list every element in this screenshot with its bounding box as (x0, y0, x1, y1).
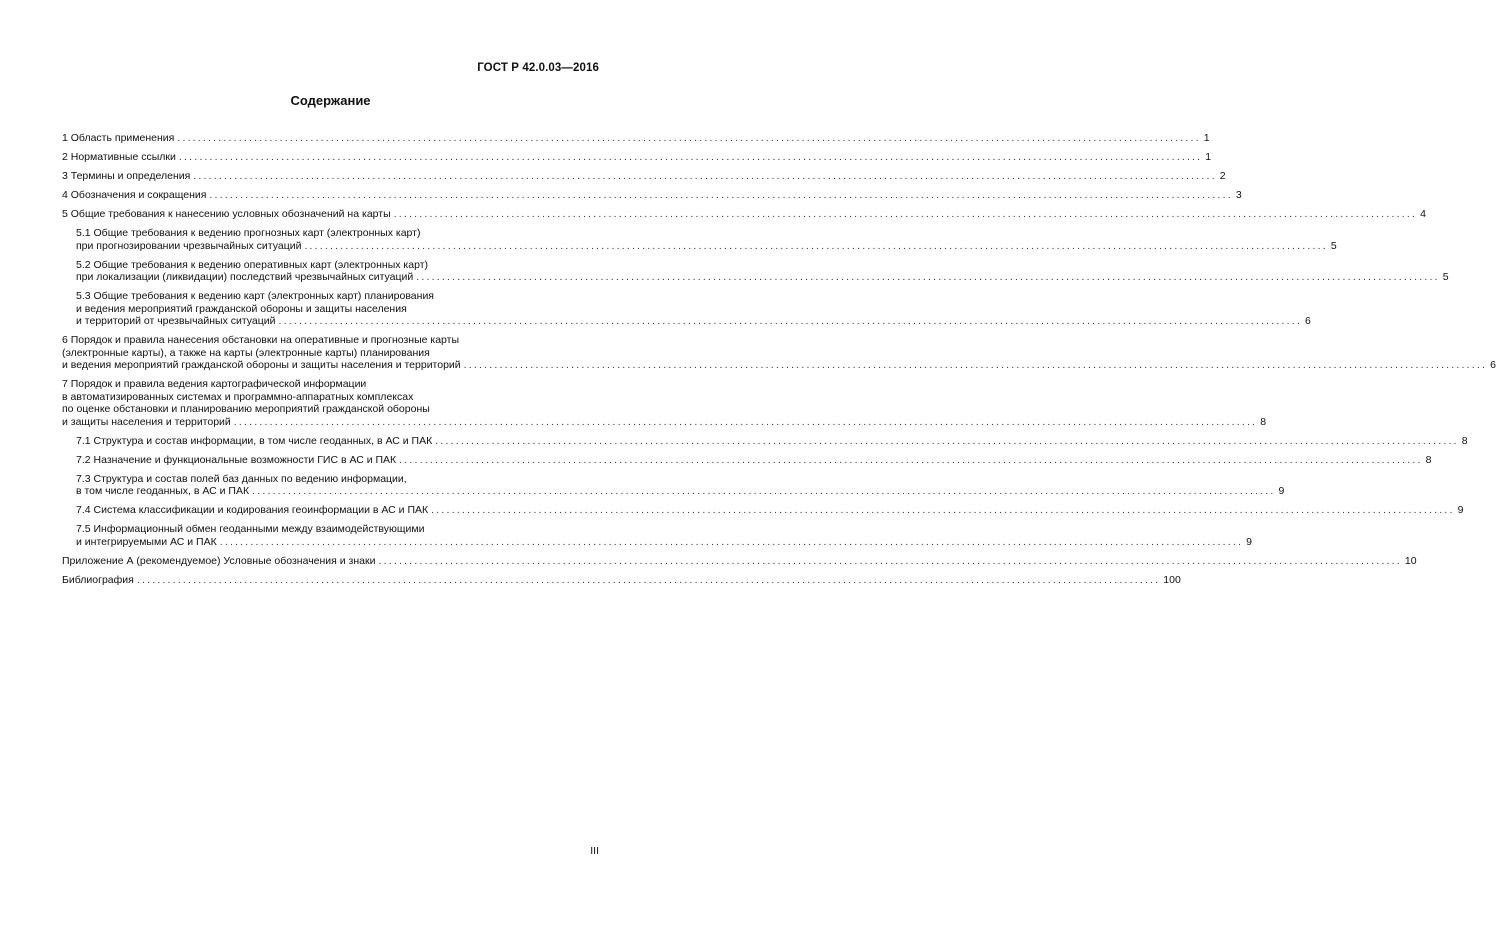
toc-entry[interactable] (76, 523, 1252, 548)
toc-entry-text-line: 2 Нормативные ссылки (62, 151, 176, 163)
toc-entry-row (62, 189, 1242, 202)
toc-entry-row (62, 359, 1496, 372)
page-title: Содержание (290, 93, 371, 108)
toc-entry[interactable] (76, 453, 1432, 467)
dot-leader: ........................................................................................................................................................................................................ (278, 315, 1302, 327)
toc-entry-text-line: и ведения мероприятий гражданской обороны и защиты населения (76, 302, 407, 315)
toc-entry-page[interactable]: 8 (1425, 453, 1432, 466)
toc-entry-text-line: 7.4 Система классификации и кодирования геоинформации в АС и ПАК (76, 504, 429, 516)
toc-entry-text-line: 7.2 Назначение и функциональные возможности ГИС в АС и ПАК (76, 453, 397, 466)
toc-entry[interactable] (62, 170, 1226, 183)
toc-entry-text-line: 4 Обозначения и сокращения (62, 189, 207, 201)
page-number: III (590, 845, 599, 857)
toc-entry-row (76, 434, 1468, 448)
toc-entry-text-line: 5.2 Общие требования к ведению оперативных карт (электронных карт) (76, 258, 429, 271)
toc-entry-page[interactable]: 9 (1278, 485, 1285, 497)
toc-entry-text-line: 5 Общие требования к нанесению условных обозначений на карты (62, 208, 391, 220)
dot-leader: ........................................................................................................................................................................................................ (435, 434, 1459, 447)
toc-entry-text-line: в автоматизированных системах и программно-аппаратных комплексах (62, 390, 414, 403)
toc-entry-page[interactable]: 9 (1457, 504, 1464, 516)
dot-leader: ........................................................................................................................................................................................................ (178, 151, 1203, 163)
toc-entry-row (76, 504, 1464, 517)
toc-entry-text-line: и интегрируемыми АС и ПАК (76, 535, 217, 548)
toc-entry[interactable] (76, 258, 1449, 284)
toc-entry[interactable] (62, 189, 1242, 202)
toc-entry-text-line: 7.3 Структура и состав полей баз данных по ведению информации, (76, 472, 407, 485)
toc-entry-row (76, 535, 1252, 549)
dot-leader: ........................................................................................................................................................................................................ (431, 504, 1455, 516)
dot-leader: ........................................................................................................................................................................................................ (193, 170, 1217, 182)
dot-leader: ........................................................................................................................................................................................................ (177, 132, 1201, 144)
toc-entry-text-line: Библиография (62, 573, 134, 586)
toc-entry-text-line: при прогнозировании чрезвычайных ситуаций (76, 239, 302, 252)
toc-entry[interactable] (62, 573, 1181, 587)
toc-entry-text-line: 7 Порядок и правила ведения картографической информации (62, 378, 367, 390)
toc-entry[interactable] (62, 554, 1417, 568)
toc-entry-page[interactable]: 1 (1205, 151, 1212, 163)
toc-entry-row (76, 453, 1432, 467)
dot-leader: ........................................................................................................................................................................................................ (252, 485, 1276, 497)
toc-entry[interactable] (62, 334, 1496, 372)
toc-entry-row (62, 554, 1417, 568)
toc-entry-page[interactable]: 5 (1330, 239, 1337, 252)
toc-entry-text-line: в том числе геоданных, в АС и ПАК (76, 485, 250, 497)
dot-leader: ........................................................................................................................................................................................................ (209, 189, 1233, 201)
toc-entry-row (62, 151, 1212, 164)
dot-leader: ........................................................................................................................................................................................................ (393, 208, 1418, 220)
toc-entry-text-line: 1 Область применения (62, 132, 175, 144)
toc-entry-page[interactable]: 5 (1442, 271, 1449, 283)
toc-entry-text-line: по оценке обстановки и планированию мероприятий гражданской обороны (62, 403, 430, 415)
toc-entry[interactable] (62, 132, 1210, 145)
toc-entry-page[interactable]: 9 (1246, 535, 1252, 548)
toc-entry-page[interactable]: 100 (1163, 573, 1181, 586)
toc-entry-row (62, 573, 1181, 587)
document-standard-id: ГОСТ Р 42.0.03—2016 (477, 62, 599, 74)
dot-leader: ........................................................................................................................................................................................................ (304, 239, 1328, 252)
toc-entry-row (76, 315, 1311, 328)
dot-leader: ........................................................................................................................................................................................................ (136, 573, 1161, 586)
toc-entry-text-line: и защиты населения и территорий (62, 415, 231, 428)
toc-entry-page[interactable]: 2 (1219, 170, 1226, 182)
toc-entry-row (62, 415, 1267, 429)
toc-entry[interactable] (76, 504, 1464, 517)
dot-leader: ........................................................................................................................................................................................................ (399, 453, 1423, 466)
toc-entry-text-line: (электронные карты), а также на карты (электронные карты) планирования (62, 346, 430, 359)
table-of-contents (62, 132, 1496, 593)
toc-entry-text-line: Приложение А (рекомендуемое) Условные обозначения и знаки (62, 554, 376, 567)
toc-entry-text-line: при локализации (ликвидации) последствий чрезвычайных ситуаций (76, 271, 414, 283)
toc-entry-page[interactable]: 8 (1461, 434, 1468, 447)
toc-entry-row (62, 208, 1426, 221)
toc-entry-text-line: и ведения мероприятий гражданской обороны и защиты населения и территорий (62, 359, 461, 371)
toc-entry-row (62, 170, 1226, 183)
toc-entry-row (76, 485, 1285, 498)
toc-entry-text-line: 7.5 Информационный обмен геоданными между взаимодействующими (76, 523, 425, 535)
toc-entry-row (76, 271, 1449, 284)
toc-entry-text-line: 5.3 Общие требования к ведению карт (электронных карт) планирования (76, 290, 434, 302)
toc-entry-text-line: 6 Порядок и правила нанесения обстановки на оперативные и прогнозные карты (62, 334, 460, 346)
toc-entry-page[interactable]: 3 (1235, 189, 1242, 201)
toc-entry-row (76, 239, 1337, 253)
toc-entry[interactable] (62, 378, 1267, 428)
toc-entry[interactable] (76, 472, 1285, 498)
toc-entry-page[interactable]: 10 (1404, 554, 1417, 567)
dot-leader: ........................................................................................................................................................................................................ (233, 415, 1258, 428)
toc-entry-page[interactable]: 6 (1490, 359, 1496, 371)
toc-entry-page[interactable]: 1 (1203, 132, 1210, 144)
dot-leader: ........................................................................................................................................................................................................ (463, 359, 1488, 371)
dot-leader: ........................................................................................................................................................................................................ (219, 535, 1244, 548)
dot-leader: ........................................................................................................................................................................................................ (378, 554, 1402, 567)
toc-entry-page[interactable]: 8 (1260, 415, 1267, 428)
toc-entry-text-line: 3 Термины и определения (62, 170, 191, 182)
toc-entry-text-line: 7.1 Структура и состав информации, в том числе геоданных, в АС и ПАК (76, 434, 433, 447)
toc-entry-page[interactable]: 4 (1420, 208, 1426, 220)
dot-leader: ........................................................................................................................................................................................................ (416, 271, 1440, 283)
toc-entry[interactable] (76, 290, 1311, 328)
toc-entry-page[interactable]: 6 (1304, 315, 1311, 327)
toc-entry-text-line: 5.1 Общие требования к ведению прогнозных карт (электронных карт) (76, 227, 421, 239)
toc-entry-text-line: и территорий от чрезвычайных ситуаций (76, 315, 276, 327)
toc-entry[interactable] (62, 151, 1212, 164)
toc-entry[interactable] (62, 208, 1426, 221)
toc-entry[interactable] (76, 227, 1337, 252)
toc-entry-row (62, 132, 1210, 145)
toc-entry[interactable] (76, 434, 1468, 448)
